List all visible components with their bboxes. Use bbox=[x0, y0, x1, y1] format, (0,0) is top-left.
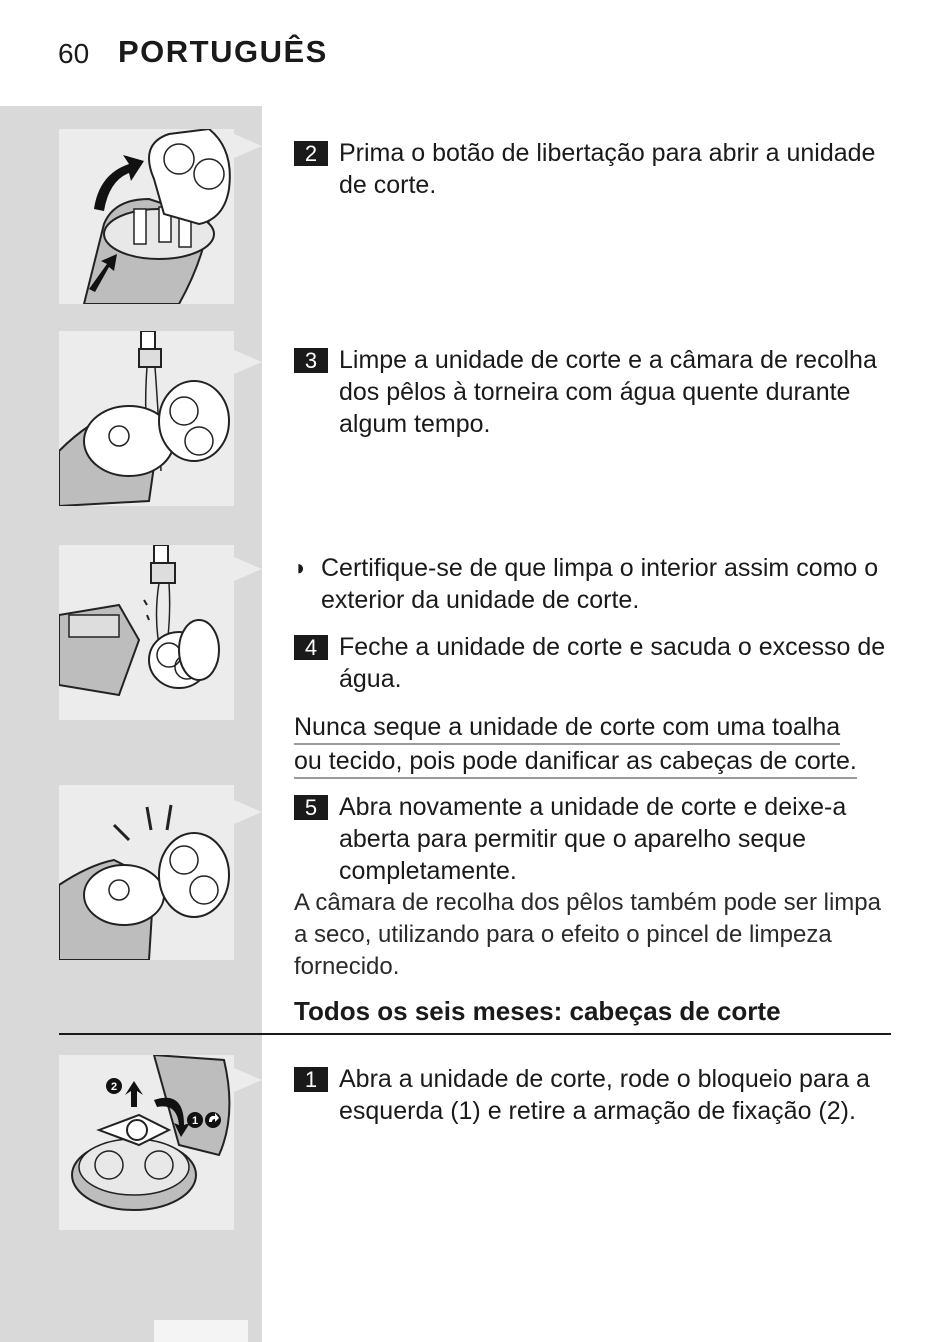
step-number: 1 bbox=[294, 1067, 328, 1092]
page-title: PORTUGUÊS bbox=[118, 34, 328, 69]
step-number: 5 bbox=[294, 795, 328, 820]
shaver-open-unit-icon bbox=[59, 129, 234, 304]
bullet-marker: ◗ bbox=[294, 555, 308, 580]
step-text: Abra novamente a unidade de corte e deixe-a aberta para permitir que o aparelho seque completamente. bbox=[339, 793, 847, 885]
illustration-pointer bbox=[234, 800, 262, 824]
step-2 bbox=[294, 137, 894, 201]
diagram-label-one: 1 bbox=[191, 1115, 199, 1127]
diagram-label-two: 2 bbox=[110, 1081, 118, 1093]
warning-line-1: Nunca seque a unidade de corte com uma toalha bbox=[294, 711, 840, 745]
step-number: 4 bbox=[294, 635, 328, 660]
page-number: 60 bbox=[58, 38, 90, 69]
step-3 bbox=[294, 344, 894, 440]
step-text: Prima o botão de libertação para abrir a unidade de corte. bbox=[339, 139, 876, 199]
illustration-pointer bbox=[234, 134, 262, 158]
step-5 bbox=[294, 791, 894, 887]
warning-text bbox=[294, 711, 884, 779]
note-text: A câmara de recolha dos pêlos também pode ser limpa a seco, utilizando para o efeito o pincel de limpeza fornecido. bbox=[294, 889, 881, 980]
illustration-pointer bbox=[234, 1068, 262, 1092]
step-number: 2 bbox=[294, 141, 328, 166]
shaver-rinse-tap-icon bbox=[59, 331, 234, 506]
warning-line-2: ou tecido, pois pode danificar as cabeças de corte. bbox=[294, 745, 857, 779]
section-heading: Todos os seis meses: cabeças de corte bbox=[294, 996, 781, 1026]
step-4 bbox=[294, 631, 894, 695]
shaver-rinse-inside-icon bbox=[59, 545, 234, 720]
bullet-item bbox=[294, 552, 894, 616]
step-text: Abra a unidade de corte, rode o bloqueio para a esquerda (1) e retire a armação de fixação (2). bbox=[339, 1065, 870, 1125]
bullet-text: Certifique-se de que limpa o interior assim como o exterior da unidade de corte. bbox=[321, 554, 879, 614]
illustration-pointer bbox=[234, 557, 262, 581]
step-text: Limpe a unidade de corte e a câmara de recolha dos pêlos à torneira com água quente durante algum tempo. bbox=[339, 346, 877, 438]
illustration-pointer bbox=[234, 350, 262, 374]
step-text: Feche a unidade de corte e sacuda o excesso de água. bbox=[339, 633, 886, 693]
step-number: 3 bbox=[294, 348, 328, 373]
footer-tab bbox=[154, 1320, 248, 1342]
step-1 bbox=[294, 1063, 894, 1127]
section-divider bbox=[59, 1033, 891, 1035]
shaver-retaining-frame-icon bbox=[59, 1055, 234, 1230]
shaver-drying-icon bbox=[59, 785, 234, 960]
